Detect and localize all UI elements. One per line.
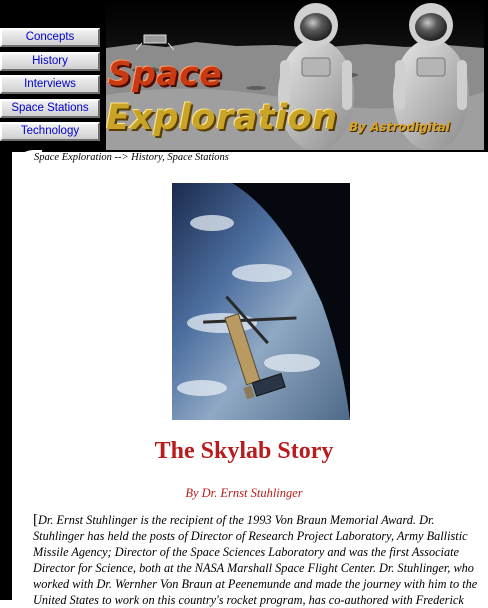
skylab-image <box>172 183 350 420</box>
banner-title-exploration: Exploration <box>106 98 338 138</box>
article-intro <box>33 512 485 608</box>
article-title: The Skylab Story <box>154 438 334 464</box>
nav-concepts-button[interactable]: Concepts <box>0 28 100 47</box>
nav-space-stations-button[interactable]: Space Stations <box>0 99 100 118</box>
breadcrumb: Space Exploration --> History, Space Stations <box>34 152 229 163</box>
banner-credit: By Astrodigital <box>349 120 450 134</box>
banner-title-space: Space <box>108 54 223 93</box>
skylab-photo <box>172 183 350 420</box>
intro-bracket: [ <box>33 512 38 528</box>
nav-history-button[interactable]: History <box>0 52 100 71</box>
nav-interviews-button[interactable]: Interviews <box>0 75 100 94</box>
site-banner <box>106 0 484 150</box>
site-nav <box>0 28 104 146</box>
intro-text: Dr. Ernst Stuhlinger is the recipient of the 1993 Von Braun Memorial Award. Dr. Stuhlinger has held the posts of Director of Research Project Laboratory, Army Ballistic Missile Agency; Director of the Space Sciences Laboratory and was the first Associate Director for Science, both at the NASA Marshall Space Flight Center. Dr. Stuhlinger, who worked with Dr. Wernher Von Braun at Peenemunde and made the journey with him to the United States to work on this country's rocket program, has co-authored with Frederick <box>33 513 478 607</box>
article-byline: By Dr. Ernst Stuhlinger <box>185 486 303 500</box>
nav-technology-button[interactable]: Technology <box>0 122 100 141</box>
